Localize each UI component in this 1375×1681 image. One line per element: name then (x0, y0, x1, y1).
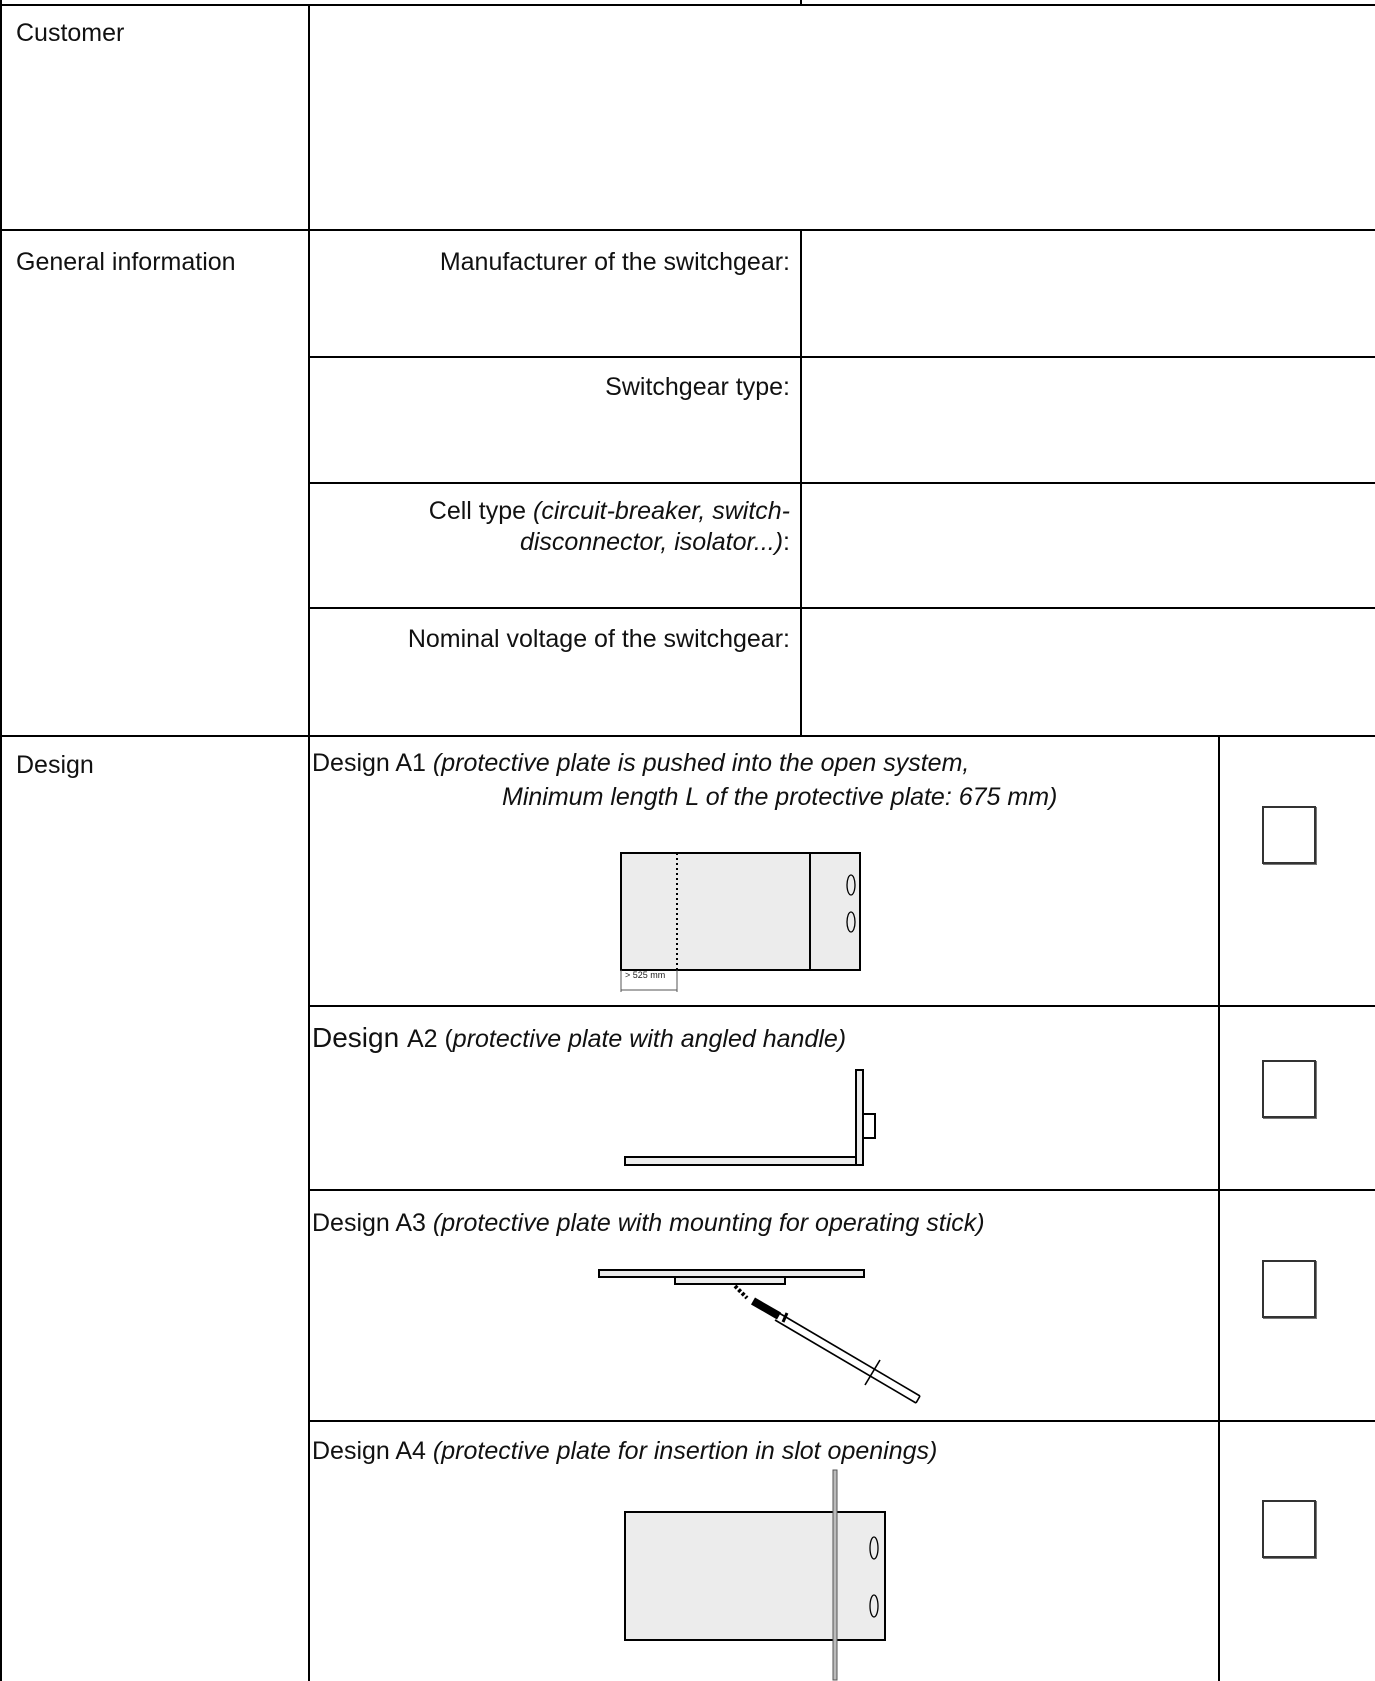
design-a4-plate (625, 1512, 885, 1640)
switchgear-type-field[interactable] (804, 360, 1372, 480)
label-column-divider (308, 4, 310, 1681)
left-border (0, 0, 2, 1681)
switchgear-type-label: Switchgear type: (605, 373, 790, 401)
design-a2-bottom (308, 1189, 1375, 1191)
cell-type-label (312, 496, 790, 558)
design-a3-bottom (308, 1420, 1375, 1422)
design-a2-illustration (620, 1062, 880, 1172)
design-a4-illustration (620, 1470, 900, 1680)
cell-type-label-italic-2: disconnector, isolator...) (519, 528, 784, 556)
design-a1-desc-line-2 (502, 782, 1057, 813)
design-a1-desc-1: (protective plate is pushed into the open system, (432, 749, 970, 777)
design-a2-checkbox[interactable] (1262, 1060, 1316, 1118)
design-a2-name-small: A2 ( (406, 1025, 453, 1053)
design-a1-illustration (615, 850, 875, 1000)
design-a3-title (312, 1208, 985, 1239)
design-a4-title (312, 1436, 937, 1467)
design-a2-angled-handle (856, 1070, 863, 1165)
design-label: Design (16, 751, 94, 779)
general-information-label: General information (16, 248, 236, 276)
design-a1-bottom (308, 1005, 1375, 1007)
cell-type-label-suffix: : (783, 528, 790, 556)
design-a3-checkbox[interactable] (1262, 1260, 1316, 1318)
design-a3-stick-band (783, 1313, 787, 1322)
general-row2-bottom (308, 482, 1375, 484)
design-a1-title (312, 748, 969, 779)
design-a3-plate (599, 1270, 864, 1277)
cell-type-label-plain: Cell type (428, 497, 533, 525)
top-partial-divider (800, 0, 802, 5)
top-border (0, 4, 1375, 6)
cell-type-field[interactable] (804, 486, 1372, 605)
design-a3-mounting (675, 1277, 785, 1284)
design-check-divider (1218, 735, 1220, 1681)
general-row3-bottom (308, 607, 1375, 609)
design-a2-grip (863, 1114, 875, 1138)
design-a3-illustration (595, 1260, 935, 1420)
general-row1-bottom (308, 356, 1375, 358)
design-a2-desc: protective plate with angled handle) (452, 1025, 847, 1053)
customer-field[interactable] (312, 8, 1372, 226)
design-a1-checkbox[interactable] (1262, 806, 1316, 864)
design-a1-dimension-label: > 525 mm (625, 970, 666, 980)
design-a4-name: Design A4 (312, 1437, 433, 1465)
design-a4-slot-wall (833, 1470, 837, 1680)
nominal-voltage-label: Nominal voltage of the switchgear: (407, 625, 790, 653)
design-a3-stick-end (916, 1396, 920, 1403)
design-a2-plate (625, 1157, 863, 1165)
cell-type-label-italic-1: (circuit-breaker, switch- (533, 497, 790, 525)
nominal-voltage-field[interactable] (804, 611, 1372, 733)
design-a4-checkbox[interactable] (1262, 1500, 1316, 1558)
design-a2-name: Design (312, 1022, 407, 1053)
design-a1-name: Design A1 (312, 749, 433, 777)
design-a3-stick-head (753, 1301, 779, 1316)
manufacturer-field[interactable] (804, 233, 1372, 354)
customer-label: Customer (16, 19, 125, 47)
design-a3-operating-stick-edge-2 (775, 1320, 916, 1403)
design-a3-desc: (protective plate with mounting for operating stick) (432, 1209, 985, 1237)
general-row-bottom (0, 735, 1375, 737)
design-a1-plate (621, 853, 860, 970)
design-a4-desc: (protective plate for insertion in slot openings) (432, 1437, 938, 1465)
manufacturer-label: Manufacturer of the switchgear: (439, 248, 790, 276)
design-a3-name: Design A3 (312, 1209, 433, 1237)
design-a3-connector (735, 1286, 747, 1298)
design-a2-title (312, 1022, 846, 1055)
customer-row-bottom (0, 229, 1375, 231)
design-a1-desc-2: Minimum length L of the protective plate: 675 mm) (502, 783, 1058, 811)
design-a3-operating-stick-edge-1 (779, 1313, 920, 1396)
